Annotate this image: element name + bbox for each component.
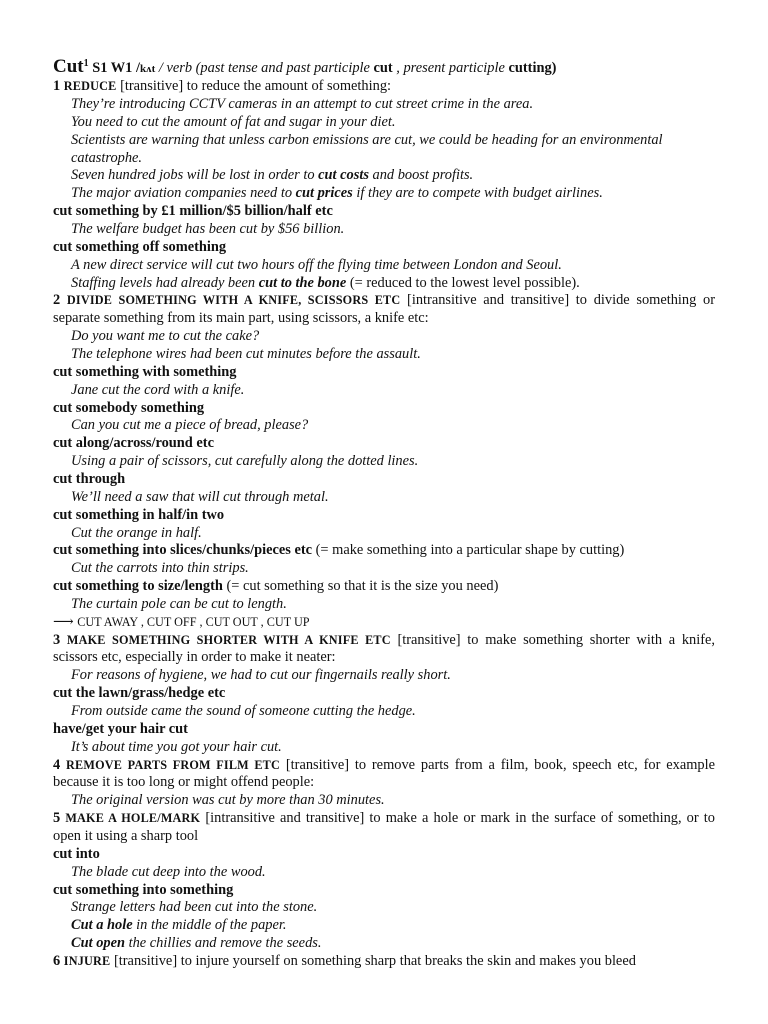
sense-number: 6	[53, 953, 64, 969]
example: Cut the orange in half.	[71, 525, 202, 541]
example: A new direct service will cut two hours off the flying time between London and Seoul.	[71, 257, 562, 273]
example: The original version was cut by more than 30 minutes.	[71, 792, 385, 808]
signpost: REDUCE	[63, 79, 117, 93]
example-text: and boost profits.	[368, 167, 474, 183]
gloss: (= cut something so that it is the size you need)	[222, 578, 499, 594]
definition-text: [intransitive and transitive] to divide something or	[400, 292, 716, 308]
sense-number: 5	[53, 810, 66, 826]
example: You need to cut the amount of fat and sugar in your diet.	[71, 114, 396, 130]
grammar-pattern: cut something in half/in two	[53, 507, 225, 523]
example-text: Staffing levels had already been	[71, 275, 259, 291]
pronunciation-open: /	[132, 60, 140, 76]
sense-4-definition	[53, 756, 715, 774]
example: For reasons of hygiene, we had to cut our fingernails really short.	[71, 667, 451, 683]
grammar-pattern: cut somebody something	[53, 400, 205, 416]
form-present: cutting	[508, 60, 552, 76]
cross-reference-links[interactable]: CUT AWAY , CUT OFF , CUT OUT , CUT UP	[77, 615, 310, 629]
sense-6-definition	[53, 952, 715, 970]
grammar-pattern: cut something to size/length	[53, 578, 223, 594]
example: Using a pair of scissors, cut carefully along the dotted lines.	[71, 453, 419, 469]
homograph-number: 1	[83, 58, 89, 70]
sense-1-definition	[53, 77, 715, 95]
example: From outside came the sound of someone cutting the hedge.	[71, 703, 416, 719]
example	[71, 184, 715, 202]
definition-text: [transitive] to reduce the amount of something:	[116, 78, 392, 94]
grammar-pattern: have/get your hair cut	[53, 721, 188, 737]
definition-text: [transitive] to injure yourself on something sharp that breaks the skin and makes you bleed	[110, 953, 636, 969]
entry-header	[53, 58, 715, 78]
example: It’s about time you got your hair cut.	[71, 739, 282, 755]
sense-3-definition	[53, 631, 715, 649]
example-text: The major aviation companies need to	[71, 185, 296, 201]
example	[71, 166, 715, 184]
collocation: cut to the bone	[258, 275, 347, 291]
form-past: cut	[373, 60, 393, 76]
signpost: DIVIDE SOMETHING WITH A KNIFE, SCISSORS ETC	[66, 293, 401, 307]
grammar-pattern: cut into	[53, 846, 100, 862]
sense-number: 4	[53, 757, 67, 773]
signpost: REMOVE PARTS FROM FILM ETC	[66, 758, 281, 772]
forms-label-past: past tense and past participle	[200, 60, 374, 76]
grammar-pattern: cut something into something	[53, 882, 234, 898]
sense-number: 1	[53, 78, 64, 94]
frequency-labels: S1 W1	[92, 60, 133, 76]
definition-continued: scissors etc, especially in order to make it neater:	[53, 649, 336, 665]
definition-text: [intransitive and transitive] to make a hole or mark in the surface of something, or to	[200, 810, 715, 826]
gloss: (= reduced to the lowest level possible).	[346, 275, 580, 291]
sense-2-definition	[53, 291, 715, 309]
part-of-speech: verb (	[162, 60, 201, 76]
grammar-pattern: cut something into slices/chunks/pieces etc	[53, 542, 313, 558]
sense-5-definition	[53, 809, 715, 827]
collocation: Cut a hole	[71, 917, 133, 933]
sense-number: 3	[53, 632, 67, 648]
arrow-right-icon: ⟶	[53, 614, 78, 630]
example	[71, 916, 715, 934]
example: The curtain pole can be cut to length.	[71, 596, 287, 612]
sense-number: 2	[53, 292, 67, 308]
example-text: the chillies and remove the seeds.	[124, 935, 322, 951]
example-text: Seven hundred jobs will be lost in order to	[71, 167, 319, 183]
signpost: MAKE A HOLE/MARK	[65, 811, 201, 825]
definition-text: [transitive] to remove parts from a film, book, speech etc, for example	[280, 757, 715, 773]
headword: Cut	[53, 56, 84, 77]
example: Can you cut me a piece of bread, please?	[71, 417, 309, 433]
example: Cut the carrots into thin strips.	[71, 560, 249, 576]
grammar-pattern: cut something off something	[53, 239, 227, 255]
definition-text: [transitive] to make something shorter with a knife,	[390, 632, 715, 648]
collocation: Cut open	[71, 935, 125, 951]
example	[71, 934, 715, 952]
grammar-pattern-with-gloss	[53, 541, 715, 559]
example: Strange letters had been cut into the stone.	[71, 899, 318, 915]
example: The welfare budget has been cut by $56 billion.	[71, 221, 345, 237]
grammar-pattern: cut something with something	[53, 364, 237, 380]
forms-close: )	[551, 60, 557, 76]
collocation: cut prices	[295, 185, 353, 201]
example: Scientists are warning that unless carbon emissions are cut, we could be heading for an environmental	[71, 132, 663, 148]
grammar-pattern: cut through	[53, 471, 126, 487]
definition-continued: because it is too long or might offend people:	[53, 774, 315, 790]
forms-label-present: , present participle	[392, 60, 509, 76]
example: Jane cut the cord with a knife.	[71, 382, 245, 398]
definition-continued: open it using a sharp tool	[53, 828, 199, 844]
example-text: if they are to compete with budget airlines.	[352, 185, 603, 201]
example	[71, 274, 715, 292]
definition-continued: separate something from its main part, using scissors, a knife etc:	[53, 310, 429, 326]
signpost: INJURE	[63, 954, 111, 968]
signpost: MAKE SOMETHING SHORTER WITH A KNIFE ETC	[66, 633, 391, 647]
example: The telephone wires had been cut minutes before the assault.	[71, 346, 421, 362]
grammar-pattern: cut something by £1 million/$5 billion/half etc	[53, 203, 333, 219]
pronunciation: kʌt	[139, 63, 156, 75]
example: We’ll need a saw that will cut through metal.	[71, 489, 329, 505]
example: They’re introducing CCTV cameras in an attempt to cut street crime in the area.	[71, 96, 534, 112]
pronunciation-close: /	[155, 60, 163, 76]
grammar-pattern: cut the lawn/grass/hedge etc	[53, 685, 226, 701]
example-text: in the middle of the paper.	[132, 917, 287, 933]
grammar-pattern-with-gloss	[53, 577, 715, 595]
example-continued: catastrophe.	[71, 150, 143, 166]
collocation: cut costs	[318, 167, 369, 183]
example: The blade cut deep into the wood.	[71, 864, 266, 880]
grammar-pattern: cut along/across/round etc	[53, 435, 214, 451]
example: Do you want me to cut the cake?	[71, 328, 260, 344]
cross-reference	[53, 613, 715, 631]
gloss: (= make something into a particular shape by cutting)	[312, 542, 625, 558]
